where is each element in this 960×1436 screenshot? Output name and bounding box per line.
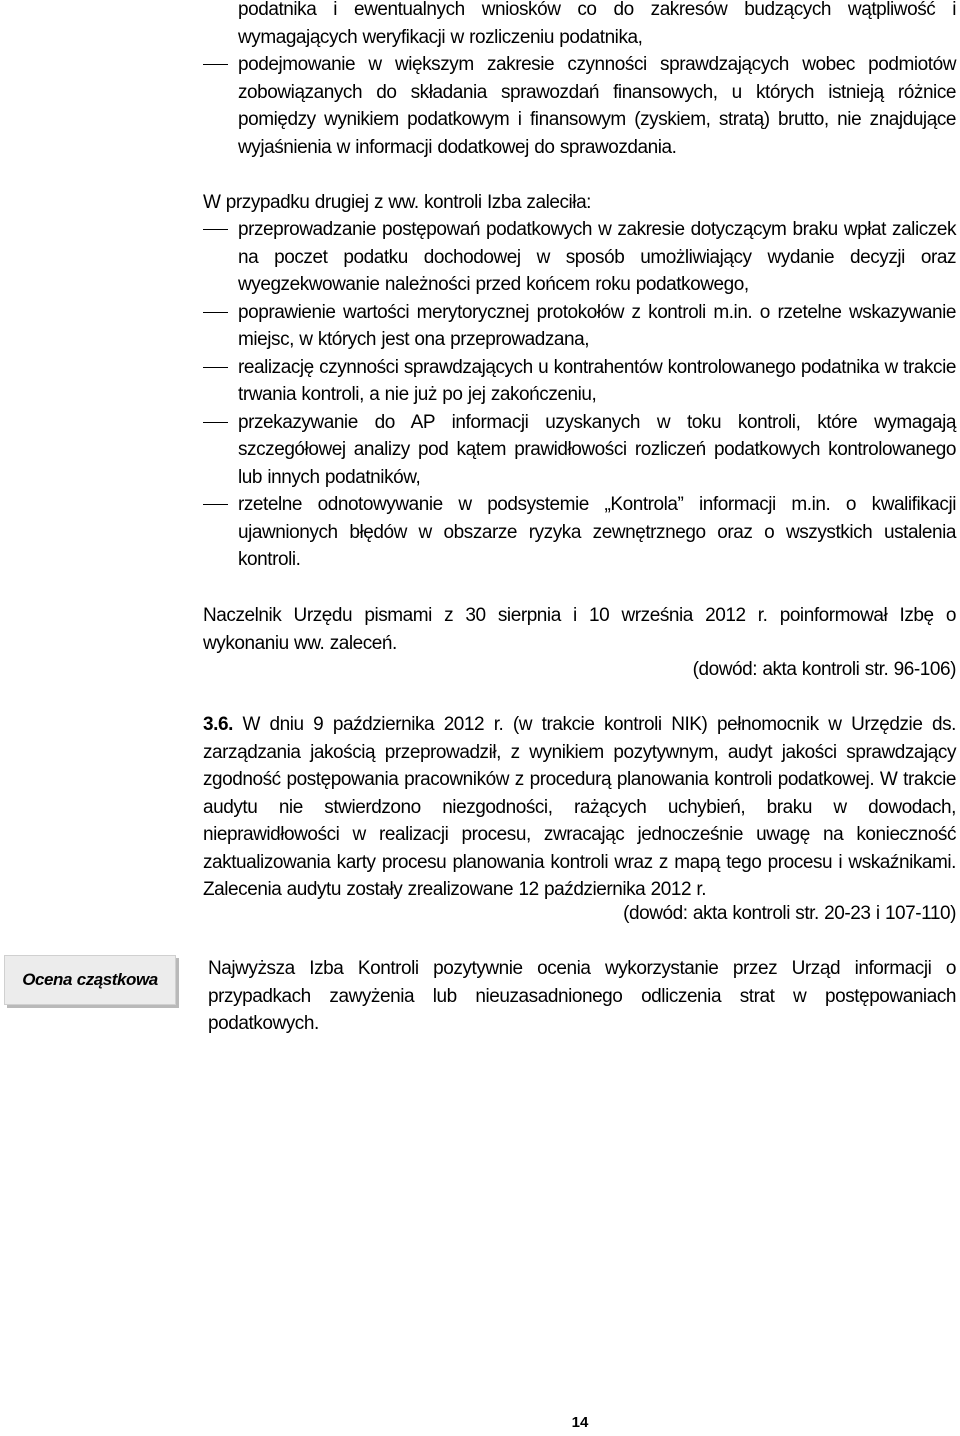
list-item [238, 409, 956, 492]
dash-bullet [203, 312, 228, 313]
dash-bullet [203, 367, 228, 368]
dash-bullet [203, 422, 228, 423]
list-item [238, 299, 956, 354]
list-item-text: przeprowadzanie postępowań podatkowych w zakresie dotyczącym braku wpłat zaliczek na poczet podatku dochodowej w sposób umożliwiający wydanie decyzji oraz wyegzekwowanie należności przed końcem roku podatkowego, [238, 219, 956, 295]
page-number: 14 [571, 1414, 589, 1431]
section-text: W dniu 9 października 2012 r. (w trakcie kontroli NIK) pełnomocnik w Urzędzie ds. zarządzania jakością przeprowadził, z wynikiem pozytywnym, audyt jakości sprawdzający zgodność postępowania pracowników z procedurą planowania kontroli podatkowej. W trakcie audytu nie stwierdzono niezgodności, rażących uchybień, braku w dowodach, nieprawidłowości w realizacji procesu, zwracając jednocześnie uwagę na konieczność zaktualizowania karty procesu planowania kontroli wraz z mapą tego procesu i wskaźnikami. Zalecenia audytu zostały zrealizowane 12 października 2012 r. [203, 714, 956, 900]
assessment-paragraph: Najwyższa Izba Kontroli pozytywnie ocenia wykorzystanie przez Urząd informacji o przypadkach zawyżenia lub nieuzasadnionego odliczenia strat w postępowaniach podatkowych. [208, 958, 956, 1034]
dash-bullet [203, 64, 228, 65]
dash-bullet [203, 229, 228, 230]
list-item [238, 354, 956, 409]
list-item-text: rzetelne odnotowywanie w podsystemie „Kontrola” informacji m.in. o kwalifikacji ujawnionych błędów w obszarze ryzyka zewnętrznego oraz o wszystkich ustalenia kontroli. [238, 494, 956, 570]
list-item-continuation: podatnika i ewentualnych wniosków co do zakresów budzących wątpliwość i wymagających weryfikacji w rozliczeniu podatnika, [238, 0, 956, 48]
list-item [238, 491, 956, 574]
recommendations-heading: W przypadku drugiej z ww. kontroli Izba zaleciła: [203, 192, 592, 213]
section-number: 3.6. [203, 714, 233, 735]
list-item [238, 51, 956, 161]
list-item-text: przekazywanie do AP informacji uzyskanych w toku kontroli, które wymagają szczegółowej analizy pod kątem prawidłowości rozliczeń podatkowych kontrolowanego lub innych podatników, [238, 411, 956, 488]
evidence-reference: (dowód: akta kontroli str. 96-106) [692, 659, 956, 680]
list-item-text: realizację czynności sprawdzających u kontrahentów kontrolowanego podatnika w trakcie trwania kontroli, a nie już po jej zakończeniu, [238, 356, 956, 405]
list-item-text: podejmowanie w większym zakresie czynności sprawdzających wobec podmiotów zobowiązanych do składania sprawozdań finansowych, u których istnieją różnice pomiędzy wynikiem podatkowym i finansowym (zyskiem, stratą) brutto, nie znajdujące wyjaśnienia w informacji dodatkowej do sprawozdania. [238, 54, 956, 158]
list-item [238, 216, 956, 299]
list-item-text: poprawienie wartości merytorycznej protokołów z kontroli m.in. o rzetelne wskazywanie miejsc, w których jest ona przeprowadzana, [238, 301, 956, 350]
assessment-label: Ocena cząstkowa [22, 970, 158, 990]
assessment-label-box [4, 955, 176, 1005]
intro-list [238, 51, 956, 161]
dash-bullet [203, 504, 228, 505]
chief-info-paragraph: Naczelnik Urzędu pismami z 30 sierpnia i 10 września 2012 r. poinformował Izbę o wykonaniu ww. zaleceń. [203, 605, 956, 654]
recommendations-list [238, 216, 956, 574]
evidence-reference: (dowód: akta kontroli str. 20-23 i 107-110) [623, 903, 956, 924]
section-3-6-paragraph [203, 711, 956, 904]
